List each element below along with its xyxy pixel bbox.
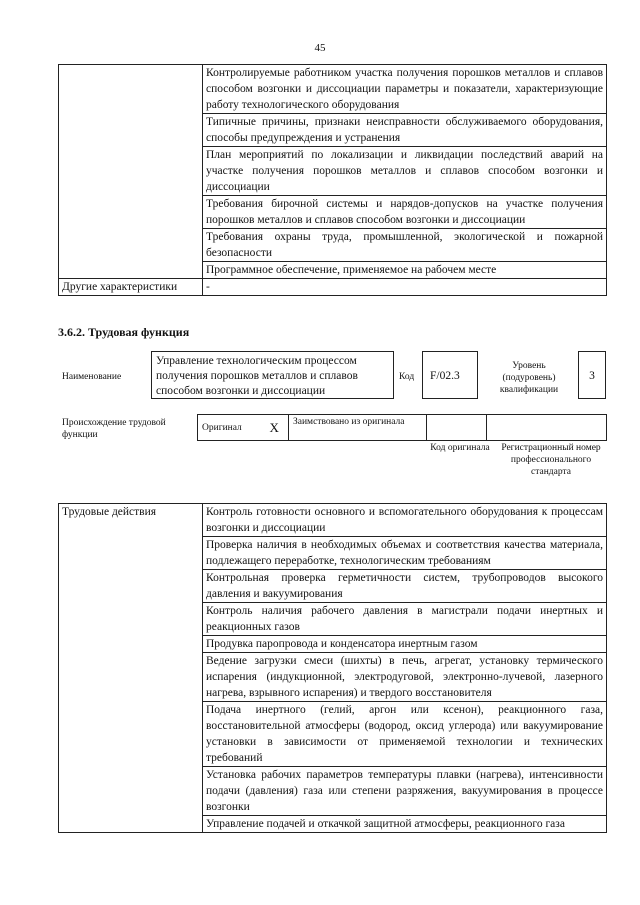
labor-action-row <box>59 504 607 537</box>
knowledge-row <box>59 65 607 114</box>
function-name-value: Управление технологическим процессом получения порошков металлов и сплавов способом возгонки и диссоциации <box>151 351 394 399</box>
name-label: Наименование <box>62 372 122 382</box>
reg-number-cell <box>487 415 607 441</box>
original-code-label: Код оригинала <box>430 443 490 453</box>
knowledge-label-cell <box>59 65 203 279</box>
labor-action-item: Подача инертного (гелий, аргон или ксенон), реакционного газа, восстановительной атмосферы (водород, оксид углерода) или вакуумирование установки в зависимости от применяемой технологии и технических требований <box>203 702 607 767</box>
level-label: Уровень (подуровень) квалификации <box>499 361 559 395</box>
origin-table <box>197 414 607 441</box>
original-label: Оригинал <box>198 415 261 441</box>
page-number: 45 <box>314 42 326 54</box>
borrowed-label: Заимствовано из оригинала <box>289 415 427 441</box>
knowledge-table <box>58 64 607 296</box>
knowledge-item: Типичные причины, признаки неисправности обслуживаемого оборудования, способы предупреждения и устранения <box>203 114 607 147</box>
labor-action-item: Установка рабочих параметров температуры плавки (нагрева), интенсивности подачи (давления) газа или степени разряжения, вакуумирования в процессе возгонки <box>203 767 607 816</box>
labor-actions-label: Трудовые действия <box>59 504 203 833</box>
knowledge-item: План мероприятий по локализации и ликвидации последствий аварий на участке получения порошков металлов и сплавов способом возгонки и диссоциации <box>203 147 607 196</box>
reg-number-label: Регистрационный номер профессионального стандарта <box>501 443 601 477</box>
labor-action-item: Контроль наличия рабочего давления в магистрали подачи инертных и реакционных газов <box>203 603 607 636</box>
original-code-cell <box>427 415 487 441</box>
other-characteristics-row <box>59 279 607 296</box>
knowledge-item: Контролируемые работником участка получения порошков металлов и сплавов способом возгонки и диссоциации параметры и показатели, характеризующие работу технологического оборудования <box>203 65 607 114</box>
labor-action-item: Ведение загрузки смеси (шихты) в печь, агрегат, установку термического испарения (индукционной, электродуговой, электронно-лучевой, лазерного нагрева, взрывного испарения) и твердого восстановителя <box>203 653 607 702</box>
level-value: 3 <box>578 351 606 399</box>
original-mark: X <box>261 415 289 441</box>
origin-label: Происхождение трудовой функции <box>62 418 166 440</box>
code-value: F/02.3 <box>422 351 478 399</box>
labor-action-item: Контрольная проверка герметичности систем, трубопроводов высокого давления и вакуумирования <box>203 570 607 603</box>
knowledge-item: Программное обеспечение, применяемое на рабочем месте <box>203 262 607 279</box>
knowledge-item: Требования бирочной системы и нарядов-допусков на участке получения порошков металлов и сплавов способом возгонки и диссоциации <box>203 196 607 229</box>
labor-actions-table <box>58 503 607 833</box>
labor-action-item: Управление подачей и откачкой защитной атмосферы, реакционного газа <box>203 816 607 833</box>
labor-action-item: Проверка наличия в необходимых объемах и соответствия качества материала, подлежащего переработке, технологическим требованиям <box>203 537 607 570</box>
code-label: Код <box>399 372 415 382</box>
other-characteristics-value: - <box>203 279 607 296</box>
knowledge-item: Требования охраны труда, промышленной, экологической и пожарной безопасности <box>203 229 607 262</box>
labor-action-item: Контроль готовности основного и вспомогательного оборудования к процессам возгонки и диссоциации <box>203 504 607 537</box>
other-characteristics-label: Другие характеристики <box>59 279 203 296</box>
section-title: 3.6.2. Трудовая функция <box>58 325 190 339</box>
labor-action-item: Продувка паропровода и конденсатора инертным газом <box>203 636 607 653</box>
